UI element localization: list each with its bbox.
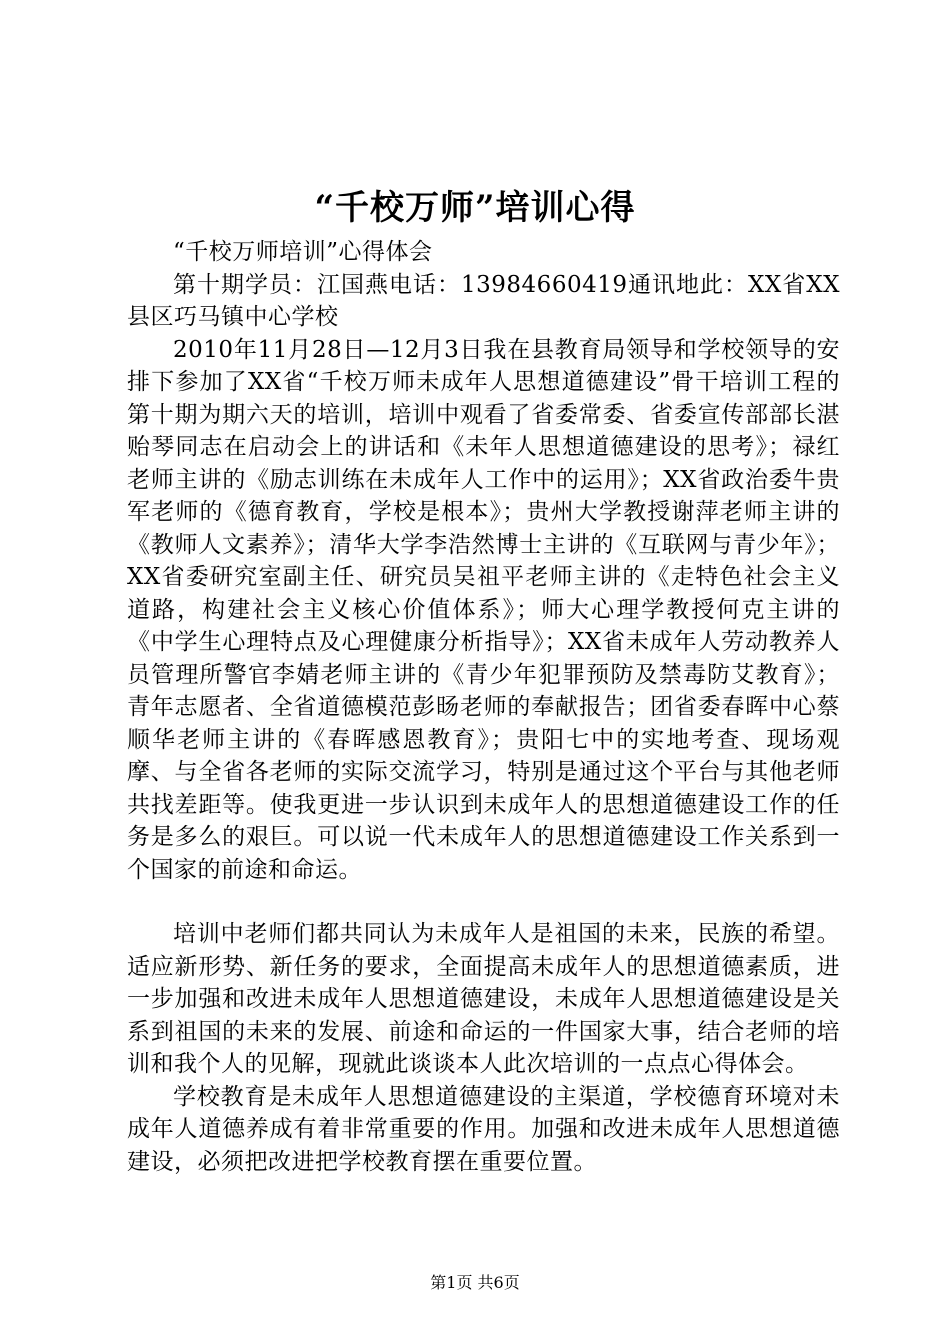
author-line: 第十期学员：江国燕电话：13984660419通讯地此：XX省XX县区巧马镇中心学校 xyxy=(127,271,840,330)
paragraph-3: 学校教育是未成年人思想道德建设的主渠道，学校德育环境对未成年人道德养成有着非常重要的作用。加强和改进未成年人思想道德建设，必须把改进把学校教育摆在重要位置。 xyxy=(127,1083,840,1175)
document-body xyxy=(127,236,840,1178)
paragraph-1: 2010年11月28日—12月3日我在县教育局领导和学校领导的安排下参加了XX省“千校万师未成年人思想道德建设”骨干培训工程的第十期为期六天的培训，培训中观看了省委常委、省委宣传部部长湛贻琴同志在启动会上的讲话和《未年人思想道德建设的思考》；禄红老师主讲的《励志训练在未成年人工作中的运用》；XX省政治委牛贵军老师的《德育教育，学校是根本》；贵州大学教授谢萍老师主讲的《教师人文素养》；清华大学李浩然博士主讲的《互联网与青少年》；XX省委研究室副主任、研究员吴祖平老师主讲的《走特色社会主义道路，构建社会主义核心价值体系》；师大心理学教授何克主讲的《中学生心理特点及心理健康分析指导》；XX省未成年人劳动教养人员管理所警官李婧老师主讲的《青少年犯罪预防及禁毒防艾教育》；青年志愿者、全省道德模范彭旸老师的奉献报告；团省委春晖中心蔡顺华老师主讲的《春晖感恩教育》；贵阳七中的实地考查、现场观摩、与全省各老师的实际交流学习，特别是通过这个平台与其他老师共找差距等。使我更进一步认识到未成年人的思想道德建设工作的任务是多么的艰巨。可以说一代未成年人的思想道德建设工作关系到一个国家的前途和命运。 xyxy=(127,336,840,883)
page-number: 第1页 共6页 xyxy=(430,1273,520,1292)
document-title: “千校万师”培训心得 xyxy=(314,188,636,228)
paragraph-2: 培训中老师们都共同认为未成年人是祖国的未来，民族的希望。适应新形势、新任务的要求，全面提高未成年人的思想道德素质，进一步加强和改进未成年人思想道德建设，未成年人思想道德建设是关系到祖国的未来的发展、前途和命运的一件国家大事，结合老师的培训和我个人的见解，现就此谈谈本人此次培训的一点点心得体会。 xyxy=(127,921,840,1077)
document-subtitle: “千校万师培训”心得体会 xyxy=(173,239,433,265)
